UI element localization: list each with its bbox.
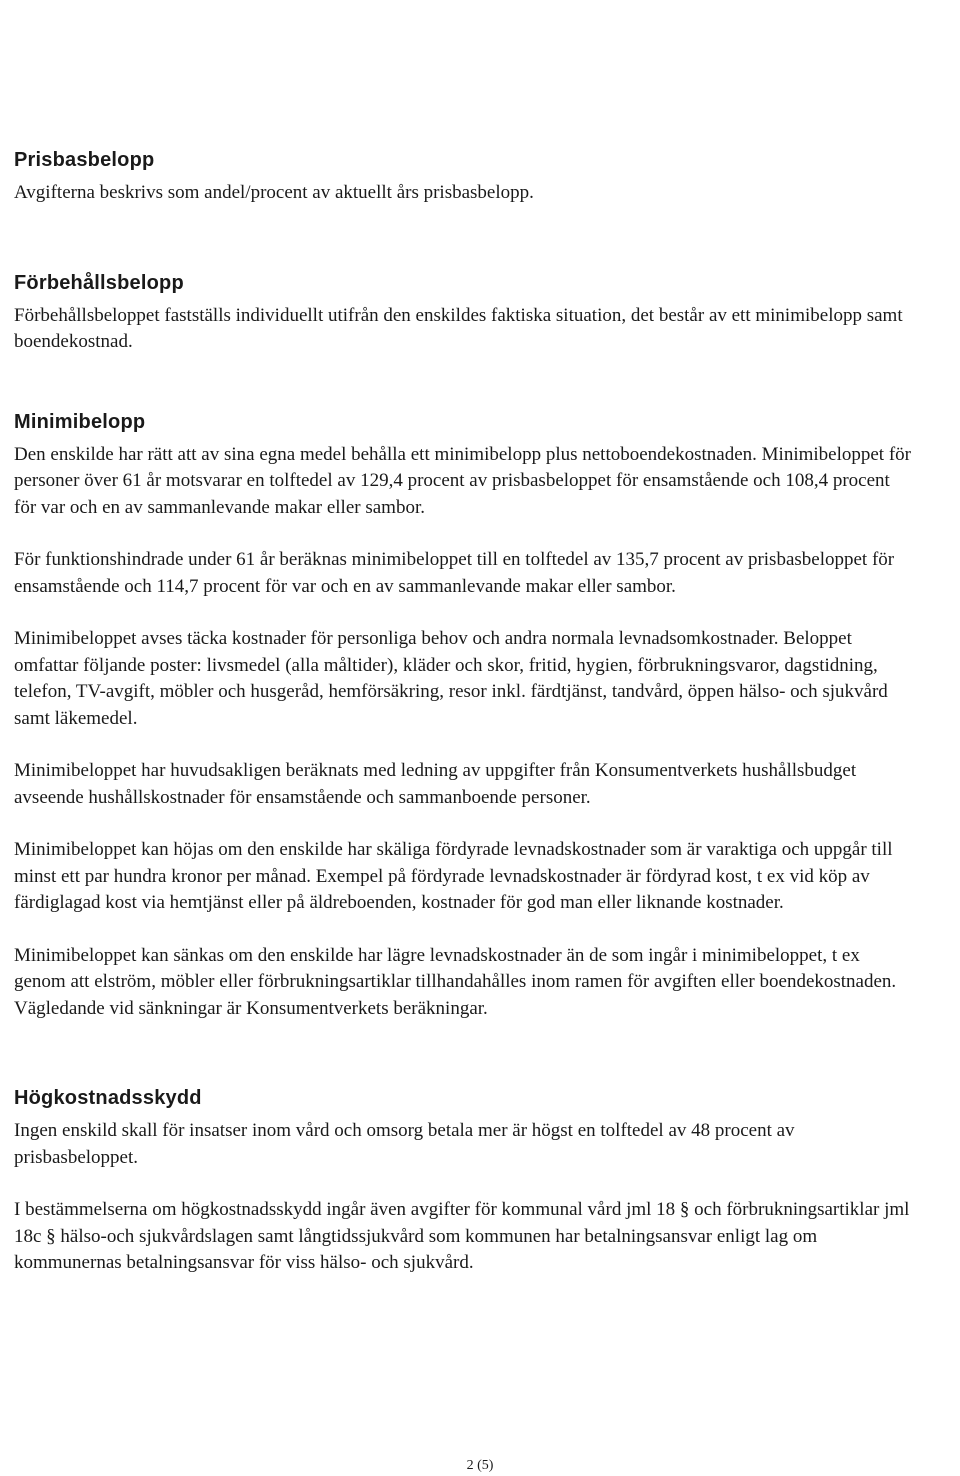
paragraph-minimibelopp-1: Den enskilde har rätt att av sina egna medel behålla ett minimibelopp plus nettoboendekostnaden. Minimibeloppet för personer över 61 år motsvarar en tolftedel av 129,4 procent av prisbasbeloppet för ensamstående och 108,4 procent för var och en av sammanlevande makar eller sambor. — [14, 443, 911, 518]
paragraph-minimibelopp-6: Minimibeloppet kan sänkas om den enskilde har lägre levnadskostnader än de som ingår i minimibeloppet, t ex genom att elström, möbler eller förbrukningsartiklar tillhandahålles inom ramen för avgiften eller boendekostnaden. Vägledande vid sänkningar är Konsumentverkets beräkningar. — [14, 944, 897, 1019]
heading-prisbasbelopp: Prisbasbelopp — [14, 149, 155, 171]
paragraph-prisbasbelopp: Avgifterna beskrivs som andel/procent av aktuellt års prisbasbelopp. — [14, 182, 534, 203]
paragraph-minimibelopp-2: För funktionshindrade under 61 år beräknas minimibeloppet till en tolftedel av 135,7 procent av prisbasbeloppet för ensamstående och 114,7 procent för var och en av sammanlevande makar eller sambor. — [14, 549, 895, 597]
paragraph-minimibelopp-4: Minimibeloppet har huvudsakligen beräknats med ledning av uppgifter från Konsumentverkets hushållsbudget avseende hushållskostnader för ensamstående och sammanboende personer. — [14, 760, 857, 808]
heading-forbehallsbelopp: Förbehållsbelopp — [14, 271, 184, 294]
paragraph-minimibelopp-3: Minimibeloppet avses täcka kostnader för personliga behov och andra normala levnadsomkostnader. Beloppet omfattar följande poster: livsmedel (alla måltider), kläder och skor, fritid, hygien, förbrukningsvaror, dagstidning, telefon, TV-avgift, möbler och husgeråd, hemförsäkring, resor inkl. färdtjänst, tandvård, öppen hälso- och sjukvård samt läkemedel. — [14, 628, 888, 729]
page-number: 2 (5) — [466, 1458, 494, 1473]
document-page — [14, 146, 914, 1277]
paragraph-hogkostnadsskydd-2: I bestämmelserna om högkostnadsskydd ingår även avgifter för kommunal vård jml 18 § och förbrukningsartiklar jml 18c § hälso-och sjukvårdslagen samt långtidssjukvård som kommunen har betalningsansvar enligt lag om kommunernas betalningsansvar för viss hälso- och sjukvård. — [14, 1199, 910, 1273]
paragraph-hogkostnadsskydd-1: Ingen enskild skall för insatser inom vård och omsorg betala mer är högst en tolftedel av 48 procent av prisbasbeloppet. — [14, 1120, 795, 1168]
heading-minimibelopp: Minimibelopp — [14, 410, 146, 433]
paragraph-minimibelopp-5: Minimibeloppet kan höjas om den enskilde har skäliga fördyrade levnadskostnader som är varaktiga och uppgår till minst ett par hundra kronor per månad. Exempel på fördyrade levnadskostnader är fördyrad kost, t ex vid köp av färdiglagad kost via hemtjänst eller på äldreboenden, kostnader för god man eller liknande kostnader. — [14, 839, 893, 913]
heading-hogkostnadsskydd: Högkostnadsskydd — [14, 1087, 202, 1109]
paragraph-forbehallsbelopp: Förbehållsbeloppet fastställs individuellt utifrån den enskildes faktiska situation, det består av ett minimibelopp samt boendekostnad. — [14, 304, 903, 352]
